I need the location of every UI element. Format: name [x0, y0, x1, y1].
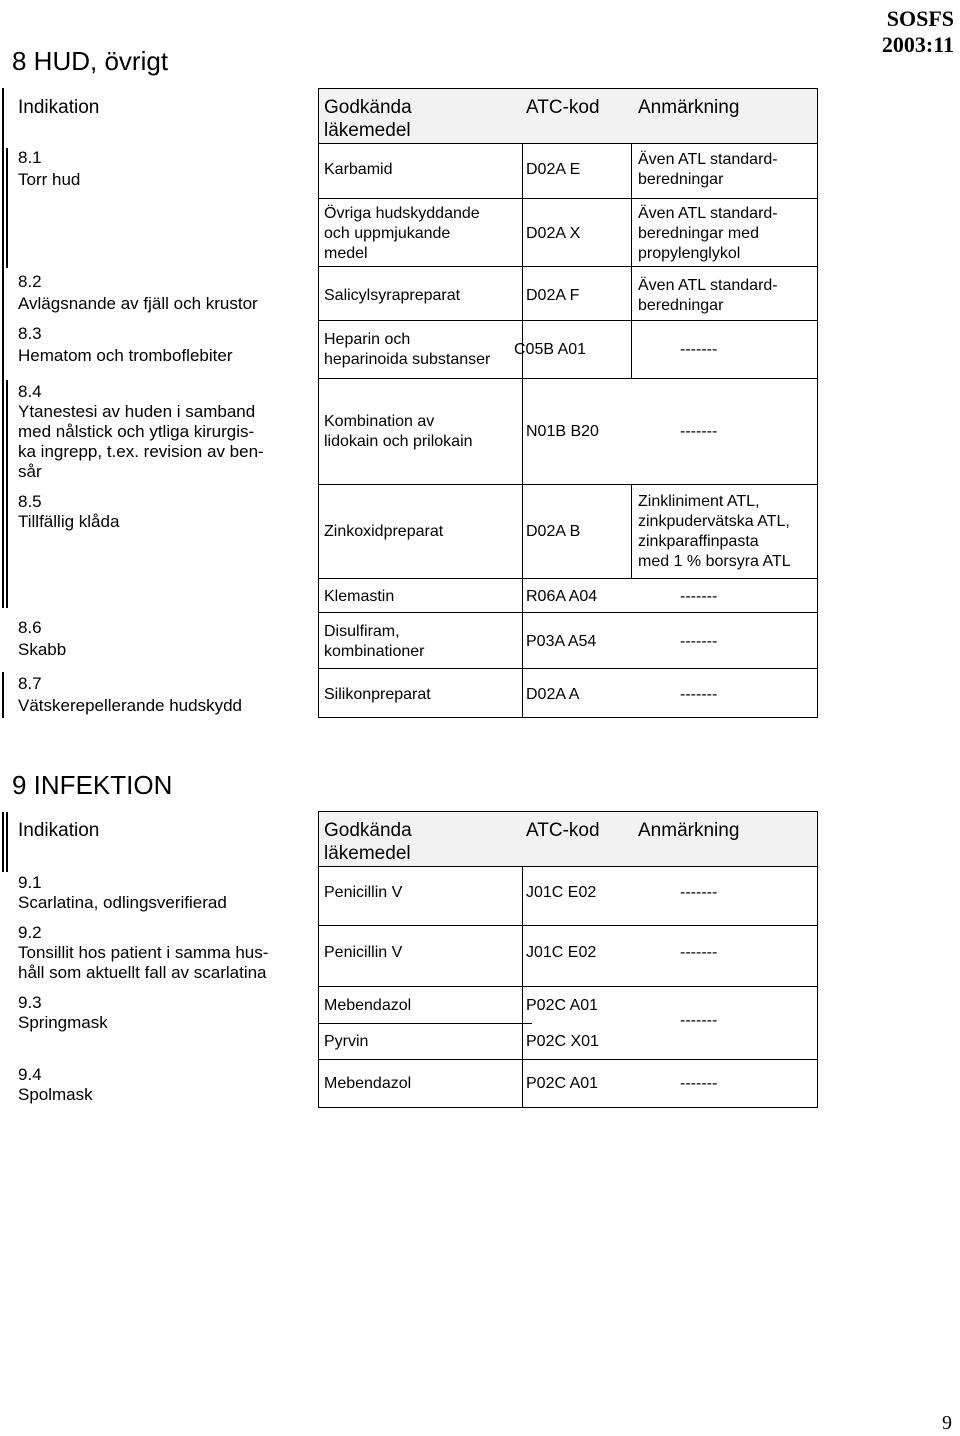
section-9-table: [12, 811, 818, 1108]
atc-code: C05B A01: [514, 341, 587, 358]
indication-text: Springmask: [18, 1013, 108, 1032]
indication-text: Skabb: [18, 640, 67, 659]
indication-number: 8.2: [18, 272, 42, 291]
table-border: [318, 143, 818, 144]
atc-code: D02A X: [526, 225, 581, 242]
table-border: [318, 88, 319, 718]
remark-text: -------: [680, 944, 718, 961]
indication-text: Torr hud: [18, 170, 81, 189]
atc-code: P02C A01: [526, 1075, 599, 1092]
remark-text: -------: [680, 588, 718, 605]
atc-code: J01C E02: [526, 884, 597, 901]
indication-number: 8.6: [18, 618, 42, 637]
indication-text: Tonsillit hos patient i samma hus-: [18, 943, 269, 962]
remark-text: zinkpudervätska ATL,: [638, 513, 790, 530]
atc-code: J01C E02: [526, 944, 597, 961]
revision-bar-inner: [6, 380, 8, 608]
drug-name: Karbamid: [324, 161, 393, 178]
drug-name: Övriga hudskyddande: [324, 205, 480, 222]
table-border: [318, 612, 818, 613]
column-header-atc-kod: ATC-kod: [526, 97, 600, 118]
atc-code: D02A F: [526, 287, 580, 304]
table-border: [318, 266, 818, 267]
table-border: [318, 717, 818, 718]
indication-number: 9.2: [18, 923, 42, 942]
column-header-godkanda: Godkända: [324, 820, 412, 841]
section-9-title: 9 INFEKTION: [12, 770, 173, 800]
revision-bar: [2, 672, 4, 718]
table-border: [522, 143, 523, 718]
drug-name: Penicillin V: [324, 884, 403, 901]
table-border: [318, 925, 818, 926]
column-header-atc-kod: ATC-kod: [526, 820, 600, 841]
atc-code: P02C A01: [526, 997, 599, 1014]
table-border: [631, 484, 632, 578]
indication-text: Ytanestesi av huden i samband: [18, 402, 256, 421]
table-border: [318, 88, 818, 89]
drug-name: Penicillin V: [324, 944, 403, 961]
indication-number: 9.1: [18, 873, 42, 892]
revision-bar-inner: [6, 148, 8, 268]
table-border: [318, 811, 319, 1108]
atc-code: D02A A: [526, 686, 580, 703]
table-border: [318, 320, 818, 321]
drug-name: Klemastin: [324, 588, 395, 605]
indication-text: ka ingrepp, t.ex. revision av ben-: [18, 442, 264, 461]
remark-text: -------: [680, 341, 718, 358]
page-number: 9: [942, 1412, 952, 1434]
indication-number: 9.4: [18, 1065, 42, 1084]
indication-number: 8.5: [18, 492, 42, 511]
indication-text: Avlägsnande av fjäll och krustor: [18, 294, 258, 313]
drug-name: Silikonpreparat: [324, 686, 431, 703]
remark-text: -------: [680, 1012, 718, 1029]
section-8-table: [12, 88, 818, 718]
remark-text: -------: [680, 423, 718, 440]
drug-name: lidokain och prilokain: [324, 433, 473, 450]
column-header-anmarkning: Anmärkning: [638, 97, 740, 118]
table-border: [817, 811, 818, 1108]
drug-name: Kombination av: [324, 413, 435, 430]
indication-text: med nålstick och ytliga kirurgis-: [18, 422, 255, 441]
atc-code: D02A E: [526, 161, 581, 178]
drug-name: Salicylsyrapreparat: [324, 287, 461, 304]
revision-bar-inner: [6, 812, 8, 872]
remark-text: Även ATL standard-: [638, 277, 778, 294]
table-border: [318, 198, 818, 199]
drug-name: och uppmjukande: [324, 225, 451, 242]
table-border: [318, 866, 818, 867]
column-header-lakemedel: läkemedel: [324, 120, 411, 141]
drug-name: Mebendazol: [324, 997, 412, 1014]
indication-number: 8.1: [18, 148, 42, 167]
indication-number: 8.4: [18, 382, 42, 401]
section-8-title: 8 HUD, övrigt: [12, 46, 169, 76]
column-header-lakemedel: läkemedel: [324, 843, 411, 864]
remark-text: -------: [680, 633, 718, 650]
table-border: [318, 1107, 818, 1108]
remark-text: -------: [680, 884, 718, 901]
drug-name: heparinoida substanser: [324, 351, 491, 368]
drug-name: Pyrvin: [324, 1033, 369, 1050]
atc-code: P03A A54: [526, 633, 597, 650]
remark-text: med 1 % borsyra ATL: [638, 553, 791, 570]
indication-text: Hematom och tromboflebiter: [18, 346, 233, 365]
atc-code: D02A B: [526, 523, 581, 540]
drug-name: kombinationer: [324, 643, 425, 660]
drug-name: Heparin och: [324, 331, 411, 348]
table-border: [318, 484, 818, 485]
remark-text: beredningar med: [638, 225, 759, 242]
indication-number: 8.3: [18, 324, 42, 343]
indication-text: Spolmask: [18, 1085, 93, 1104]
column-header-anmarkning: Anmärkning: [638, 820, 740, 841]
remark-text: Även ATL standard-: [638, 151, 778, 168]
remark-text: zinkparaffinpasta: [638, 533, 759, 550]
table-border: [318, 668, 818, 669]
column-header-indikation: Indikation: [18, 97, 100, 118]
column-header-indikation: Indikation: [18, 820, 100, 841]
sosfs-label: SOSFS: [886, 6, 954, 31]
indication-text: Scarlatina, odlingsverifierad: [18, 893, 227, 912]
drug-name: medel: [324, 245, 368, 262]
table-border: [318, 1059, 818, 1060]
sosfs-number: 2003:11: [881, 32, 954, 57]
indication-text: Vätskerepellerande hudskydd: [18, 696, 242, 715]
table-border: [318, 986, 818, 987]
remark-text: propylenglykol: [638, 245, 741, 262]
indication-text: sår: [18, 462, 42, 481]
table-border: [318, 811, 818, 812]
revision-bar: [2, 88, 4, 608]
drug-name: Mebendazol: [324, 1075, 412, 1092]
sosfs-reference: [882, 6, 954, 58]
remark-text: Även ATL standard-: [638, 205, 778, 222]
table-border: [318, 1023, 532, 1024]
drug-name: Disulfiram,: [324, 623, 400, 640]
table-border: [522, 866, 523, 1108]
indication-number: 9.3: [18, 993, 42, 1012]
atc-code: N01B B20: [526, 423, 599, 440]
drug-name: Zinkoxidpreparat: [324, 523, 444, 540]
column-header-godkanda: Godkända: [324, 97, 412, 118]
table-border: [318, 378, 818, 379]
atc-code: P02C X01: [526, 1033, 599, 1050]
revision-bar: [2, 812, 4, 872]
indication-number: 8.7: [18, 674, 42, 693]
table-border: [318, 578, 818, 579]
remark-text: Zinkliniment ATL,: [638, 493, 760, 510]
indication-text: Tillfällig klåda: [18, 512, 120, 531]
remark-text: -------: [680, 1075, 718, 1092]
remark-text: beredningar: [638, 171, 724, 188]
remark-text: beredningar: [638, 297, 724, 314]
table-border: [631, 143, 632, 378]
table-border: [817, 88, 818, 718]
remark-text: -------: [680, 686, 718, 703]
indication-text: håll som aktuellt fall av scarlatina: [18, 963, 267, 982]
atc-code: R06A A04: [526, 588, 598, 605]
